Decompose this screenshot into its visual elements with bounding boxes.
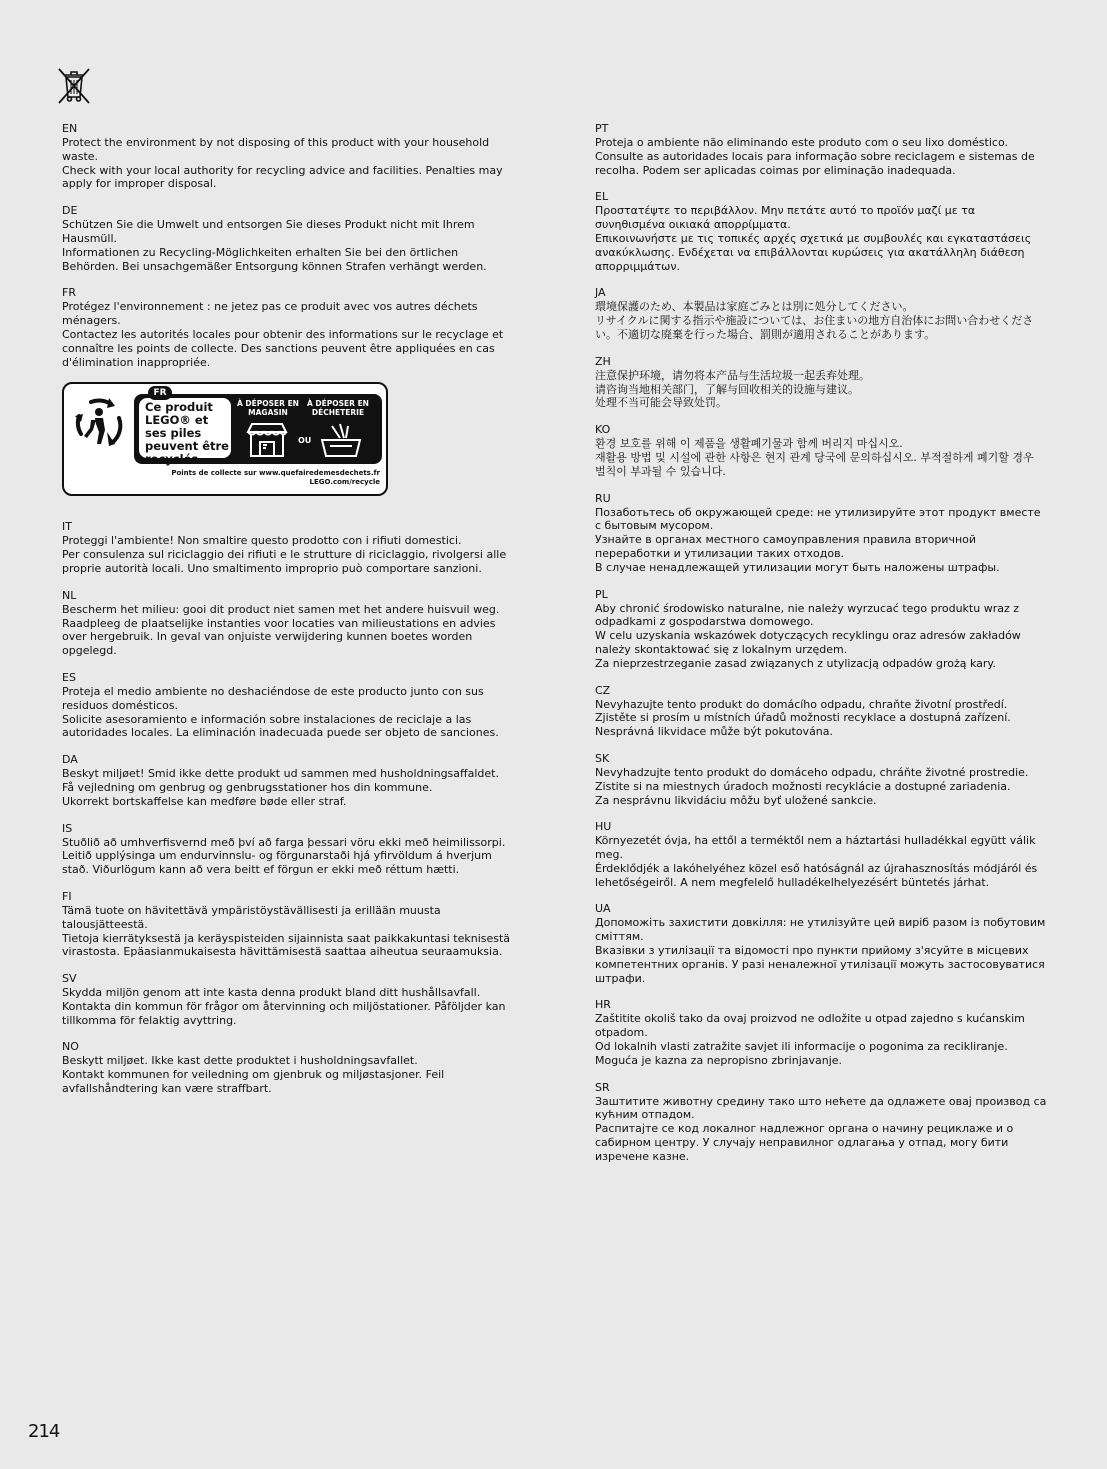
language-block-fr xyxy=(62,286,517,369)
page-number: 214 xyxy=(28,1421,60,1442)
disposal-notice-text: Beskyt miljøet! Smid ikke dette produkt ud sammen med husholdningsaffaldet. Få vejledning om genbrug og genbrugsstationer hos din kommune. Ukorrekt bortskaffelse kan medføre bøde eller straf. xyxy=(62,767,499,808)
language-code: DA xyxy=(62,753,78,767)
language-block-hr xyxy=(595,998,1047,1067)
disposal-notice-text: Környezetét óvja, ha ettől a terméktől nem a háztartási hulladékkal együtt válik meg. Érdeklődjék a lakóhelyéhez közel eső hatóságnál az újrahasznosítás módjáról és lehetőségeiről. A nem megfelelő hulladékelhelyezésért büntetés járhat. xyxy=(595,834,1038,889)
disposal-notice-text: Допоможіть захистити довкілля: не утилізуйте цей виріб разом із побутовим сміттям. Вказівки з утилізації та відомості про пункти прийому з'ясуйте в місцевих компетентних органів. У разі неналежної утилізації можуть застосовуватися штрафи. xyxy=(595,916,1046,985)
language-block-pt xyxy=(595,122,1047,177)
disposal-notice-text: Aby chronić środowisko naturalne, nie należy wyrzucać tego produktu wraz z odpadkami z gospodarstwa domowego. W celu uzyskania wskazówek dotyczących recyklingu oraz adresów zakładów należy skontaktować się z lokalnym urzędem. Za nieprzestrzeganie zasad związanych z utylizacją odpadów grożą kary. xyxy=(595,601,1021,670)
language-block-da xyxy=(62,753,517,808)
disposal-notice-text: Protect the environment by not disposing of this product with your household waste. Check with your local authority for recycling advice and facilities. Penalties may apply for improper disposal. xyxy=(62,136,503,191)
language-block-fi xyxy=(62,890,517,959)
language-code: JA xyxy=(595,286,606,300)
language-block-is xyxy=(62,822,517,877)
language-code: EN xyxy=(62,122,78,135)
language-block-de xyxy=(62,204,517,273)
disposal-notice-text: Proteggi l'ambiente! Non smaltire questo prodotto con i rifiuti domestici. Per consulenza sul riciclaggio dei rifiuti e le strutture di riciclaggio, rivolgersi alle proprie autorità locali. Uno smaltimento improprio può comportare sanzioni. xyxy=(62,534,507,575)
disposal-notice-text: Позаботьтесь об окружающей среде: не утилизируйте этот продукт вместе с бытовым мусором. Узнайте в органах местного самоуправления правила вторичной переработки и утилизации таких отходов. В случае ненадлежащей утилизации могут быть наложены штрафы. xyxy=(595,505,1041,574)
language-block-it xyxy=(62,520,517,575)
badge-footer-line2: LEGO.com/recycle xyxy=(309,478,380,487)
language-code: SV xyxy=(62,972,77,986)
language-block-en xyxy=(62,122,517,191)
disposal-notice-text: Protégez l'environnement : ne jetez pas ce produit avec vos autres déchets ménagers. Contactez les autorités locales pour obtenir des informations sur le recyclage et connaître les points de collecte. Des sanctions peuvent être appliquées en cas d'élimination inappropriée. xyxy=(62,300,504,369)
language-block-ua xyxy=(595,902,1047,985)
right-column xyxy=(595,122,1047,1177)
language-code: DE xyxy=(62,204,78,218)
language-block-es xyxy=(62,671,517,740)
language-block-ja xyxy=(595,286,1047,341)
language-code: PT xyxy=(595,122,609,135)
language-block-no xyxy=(62,1040,517,1095)
language-code: NL xyxy=(62,588,77,602)
language-block-sv xyxy=(62,972,517,1027)
disposal-notice-text: Zaštitite okoliš tako da ovaj proizvod ne odložite u otpad zajedno s kućanskim otpadom. Od lokalnih vlasti zatražite savjet ili informacije o pogonima za recikliranje. Moguća je kazna za nepropisno zbrinjavanje. xyxy=(595,1012,1025,1067)
language-block-sk xyxy=(595,752,1047,807)
language-code: FR xyxy=(62,286,76,300)
language-block-el xyxy=(595,190,1047,273)
shop-icon xyxy=(242,420,292,460)
language-code: HU xyxy=(595,820,612,834)
badge-footer xyxy=(171,469,380,487)
badge-option-dechet: À DÉPOSER EN DÉCHETERIE xyxy=(307,399,369,418)
disposal-notice-text: Stuðlið að umhverfisvernd með því að farga þessari vöru ekki með heimilissorpi. Leitið upplýsinga um endurvinnslu- og förgunarstaði hjá yfirvöldum á hverjum stað. Viðurlögum kann að vera beitt ef förgun er ekki með réttum hætti. xyxy=(62,835,506,877)
disposal-notice-text: Bescherm het milieu: gooi dit product niet samen met het andere huisvuil weg. Raadpleeg de plaatselijke instanties voor locaties van milieustations en advies over hergebruik. In geval van onjuiste verwijdering kunnen boetes worden opgelegd. xyxy=(62,602,500,658)
disposal-notice-text: Tämä tuote on hävitettävä ympäristöystävällisesti ja erillään muusta talousjätteestä. Tietoja kierrätyksestä ja keräyspisteiden sijainnista saat paikkakuntasi teknisestä virastosta. Epäasianmukaisesta hävittämisestä saattaa aiheutua seuraamuksia. xyxy=(62,903,511,959)
disposal-notice-text: Заштитите животну средину тако што нећете да одлажете овај производ са кућним отпадом. Распитајте се код локалног надлежног органа о начину рециклаже и о сабирном центру. У случају неправилног одлагања у отпад, могу бити изречене казне. xyxy=(595,1094,1047,1163)
language-code: PL xyxy=(595,587,608,601)
language-code: UA xyxy=(595,902,611,916)
left-column xyxy=(62,122,517,1109)
fr-tag-badge: FR xyxy=(148,386,172,400)
language-block-ru xyxy=(595,492,1047,575)
disposal-notice-text: 注意保护环境，请勿将本产品与生活垃圾一起丢弃处理。 请咨询当地相关部门，了解与回收相关的设施与建议。 处理不当可能会导致处罚。 xyxy=(595,368,870,410)
language-code: KO xyxy=(595,423,611,437)
disposal-notice-text: Nevyhazujte tento produkt do domácího odpadu, chraňte životní prostředí. Zjistěte si prosím u místních úřadů možnosti recyklace a dostupná zařízení. Nesprávná likvidace může být pokutována. xyxy=(595,697,1011,739)
disposal-notice-text: 환경 보호를 위해 이 제품을 생활폐기물과 함께 버리지 마십시오. 재활용 방법 및 시설에 관한 사항은 현지 관계 당국에 문의하십시오. 부적절하게 폐기할 경우 벌칙이 부과될 수 있습니다. xyxy=(595,437,1034,478)
language-code: CZ xyxy=(595,683,611,697)
disposal-notice-text: Προστατέψτε το περιβάλλον. Μην πετάτε αυτό το προϊόν μαζί με τα συνηθισμένα οικιακά απορρίμματα. Επικοινωνήστε με τις τοπικές αρχές σχετικά με συμβουλές και εγκαταστάσεις ανακύκλωσης. Ενδέχεται να επιβάλλονται κυρώσεις για ακατάλληλη διάθεση απορριμμάτων. xyxy=(595,204,1032,273)
language-code: IS xyxy=(62,821,73,835)
language-code: HR xyxy=(595,998,611,1012)
language-block-cz xyxy=(595,684,1047,739)
language-code: RU xyxy=(595,491,611,505)
language-code: IT xyxy=(62,520,72,534)
badge-main-text: Ce produit LEGO® et ses piles peuvent être recyclés xyxy=(145,400,229,467)
disposal-notice-text: Skydda miljön genom att inte kasta denna produkt bland ditt hushållsavfall. Kontakta din kommun för frågor om återvinning och miljöstationer. Påföljder kan tillkomma för felaktig avyttring. xyxy=(62,986,506,1027)
language-block-pl xyxy=(595,588,1047,671)
badge-or-text: OU xyxy=(298,436,312,446)
disposal-notice-text: Schützen Sie die Umwelt und entsorgen Sie dieses Produkt nicht mit Ihrem Hausmüll. Informationen zu Recycling-Möglichkeiten erhalten Sie bei den örtlichen Behörden. Bei unsachgemäßer Entsorgung können Strafen verhängt werden. xyxy=(62,218,487,273)
triman-icon xyxy=(69,394,129,454)
language-code: ES xyxy=(62,670,76,684)
badge-footer-line1: Points de collecte sur www.quefairedemesdechets.fr xyxy=(171,469,380,478)
language-block-sr xyxy=(595,1081,1047,1164)
language-block-zh xyxy=(595,355,1047,410)
disposal-notice-text: Beskytt miljøet. Ikke kast dette produktet i husholdningsavfallet. Kontakt kommunen for veiledning om gjenbruk og miljøstasjoner. Feil avfallshåndtering kan være straffbart. xyxy=(62,1054,445,1096)
language-block-hu xyxy=(595,820,1047,889)
disposal-notice-text: Proteja o ambiente não eliminando este produto com o seu lixo doméstico. Consulte as autoridades locais para informação sobre reciclagem e sistemas de recolha. Podem ser aplicadas coimas por eliminação inadequada. xyxy=(595,136,1035,177)
language-block-ko xyxy=(595,423,1047,478)
disposal-notice-text: Nevyhadzujte tento produkt do domáceho odpadu, chráňte životné prostredie. Zistite si na miestnych úradoch možnosti recyklácie a dostupné zariadenia. Za nesprávnu likvidáciu môžu byť uložené sankcie. xyxy=(595,765,1029,807)
waste-container-icon xyxy=(318,420,364,460)
language-code: FI xyxy=(62,889,72,903)
badge-option-shop: À DÉPOSER EN MAGASIN xyxy=(237,399,299,418)
weee-crossed-bin-icon xyxy=(56,67,92,105)
french-recycling-badge xyxy=(62,382,388,496)
language-block-nl xyxy=(62,589,517,658)
language-code: SR xyxy=(595,1080,610,1094)
disposal-notice-text: 環境保護のため、本製品は家庭ごみとは別に処分してください。 リサイクルに関する指示や施設については、お住まいの地方自治体にお問い合わせください。不適切な廃棄を行った場合、罰則が適用されることがあります。 xyxy=(595,300,1034,341)
disposal-notice-text: Proteja el medio ambiente no deshaciéndose de este producto junto con sus residuos domésticos. Solicite asesoramiento e información sobre instalaciones de reciclaje a las autoridades locales. La eliminación inadecuada puede ser objeto de sanciones. xyxy=(62,684,499,740)
language-code: ZH xyxy=(595,354,611,368)
language-code: SK xyxy=(595,751,610,765)
language-code: NO xyxy=(62,1040,79,1054)
language-code: EL xyxy=(595,190,609,204)
